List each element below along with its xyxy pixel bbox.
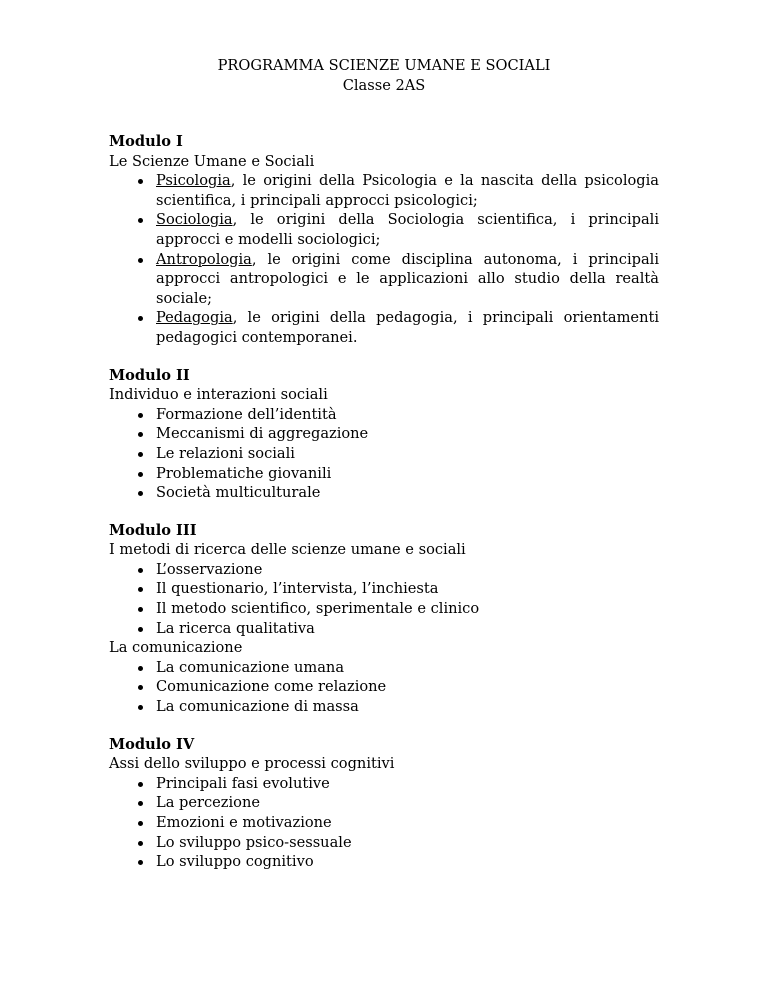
list-item-text: Principali fasi evolutive [156,774,330,792]
bullet-list [109,171,659,347]
list-item [109,619,659,639]
list-item-text: Comunicazione come relazione [156,678,387,696]
list-item [109,833,659,853]
bullet-list [109,560,659,638]
list-item [109,774,659,794]
module-title: Modulo IV [109,735,195,753]
list-item-text: La percezione [156,794,260,812]
section-heading: Individuo e interazioni sociali [109,386,328,404]
section-heading: La comunicazione [109,639,243,657]
document-title: PROGRAMMA SCIENZE UMANE E SOCIALI [217,57,551,74]
module-section [109,366,659,503]
list-item-term: Antropologia [156,250,252,268]
bullet-list [109,405,659,503]
list-item [109,464,659,484]
document-header [109,56,659,96]
list-item-text: Lo sviluppo psico-sessuale [156,833,352,851]
list-item-text: La comunicazione di massa [156,698,359,716]
module-section [109,521,659,717]
bullet-list [109,658,659,717]
list-item [109,793,659,813]
list-item-text: , le origini della Psicologia e la nascita della psicologia scientifica, i principali approcci psicologici; [156,172,659,209]
list-item-term: Psicologia [156,172,231,190]
module-title: Modulo III [109,521,197,539]
list-item-text: , le origini della pedagogia, i principali orientamenti pedagogici contemporanei. [156,309,659,346]
list-item [109,852,659,872]
list-item-text: La comunicazione umana [156,658,345,676]
list-item [109,599,659,619]
list-item [109,483,659,503]
bullet-list [109,774,659,872]
list-item-text: , le origini della Sociologia scientifica, i principali approcci e modelli sociologici; [156,211,659,248]
list-item [109,210,659,249]
section-heading: Le Scienze Umane e Sociali [109,152,315,170]
list-item [109,560,659,580]
list-item-text: Problematiche giovanili [156,464,332,482]
list-item-text: Emozioni e motivazione [156,814,332,831]
module-title: Modulo II [109,366,190,384]
module-section [109,132,659,348]
list-item-term: Pedagogia [156,309,233,327]
list-item [109,444,659,464]
module-title: Modulo I [109,133,183,150]
list-item-text: Formazione dell’identità [156,405,337,423]
list-item [109,250,659,309]
list-item [109,677,659,697]
list-item-text: Le relazioni sociali [156,444,295,462]
module-section [109,735,659,872]
modules-container [109,132,659,872]
list-item-text: Meccanismi di aggregazione [156,425,369,443]
list-item [109,171,659,210]
list-item-text: Il metodo scientifico, sperimentale e clinico [156,600,480,618]
list-item-text: Società multiculturale [156,484,321,502]
list-item [109,405,659,425]
list-item [109,308,659,347]
list-item-term: Sociologia [156,211,233,229]
list-item [109,658,659,678]
list-item-text: Lo sviluppo cognitivo [156,853,314,871]
list-item [109,579,659,599]
section-heading: I metodi di ricerca delle scienze umane e sociali [109,541,466,559]
list-item [109,813,659,833]
list-item-text: L’osservazione [156,560,263,578]
list-item [109,424,659,444]
list-item-text: La ricerca qualitativa [156,619,315,637]
section-heading: Assi dello sviluppo e processi cognitivi [109,755,395,773]
document-subtitle: Classe 2AS [342,77,426,94]
list-item-text: Il questionario, l’intervista, l’inchiesta [156,580,439,598]
list-item-text: , le origini come disciplina autonoma, i principali approcci antropologici e le applicazioni allo studio della realtà sociale; [156,250,659,307]
document-page [109,56,659,872]
list-item [109,697,659,717]
